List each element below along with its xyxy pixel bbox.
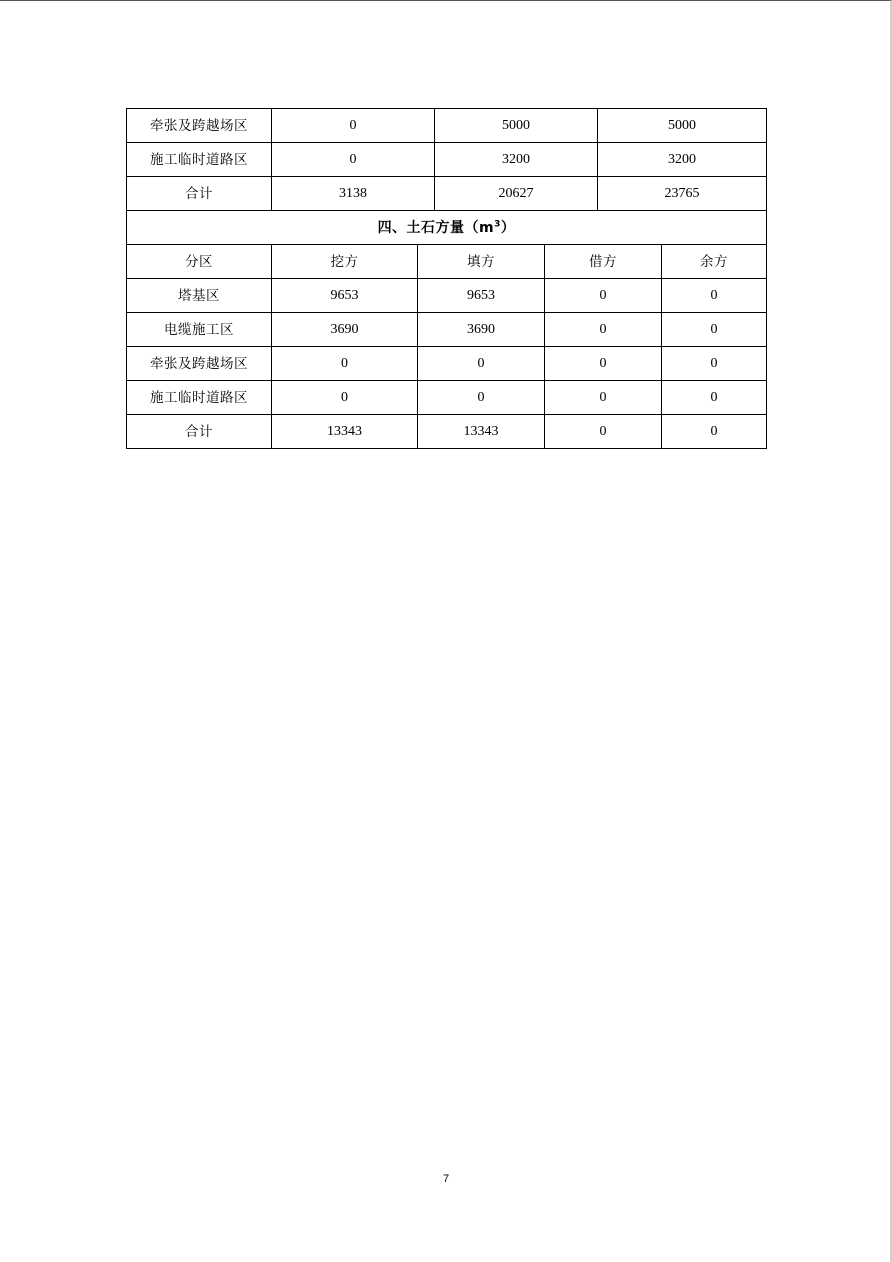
value-cell: 0: [662, 381, 767, 415]
value-cell: 3200: [435, 143, 598, 177]
value-cell: 13343: [272, 415, 418, 449]
column-header-fill: 填方: [418, 245, 545, 279]
value-cell: 23765: [598, 177, 767, 211]
value-cell: 0: [662, 279, 767, 313]
table-row: [127, 415, 767, 449]
zone-name-cell: 塔基区: [127, 279, 272, 313]
value-cell: 0: [272, 109, 435, 143]
heading-text: 四、土石方量（m: [377, 219, 495, 236]
column-header-row: [127, 245, 767, 279]
zone-name-cell: 施工临时道路区: [127, 381, 272, 415]
value-cell: 0: [418, 347, 545, 381]
value-cell: 0: [272, 347, 418, 381]
table-row: [127, 313, 767, 347]
value-cell: 9653: [272, 279, 418, 313]
table-row: [127, 143, 767, 177]
zone-name-cell: 牵张及跨越场区: [127, 347, 272, 381]
zone-name-cell: 施工临时道路区: [127, 143, 272, 177]
zone-name-cell: 牵张及跨越场区: [127, 109, 272, 143]
table-row: [127, 347, 767, 381]
column-header-surplus: 余方: [662, 245, 767, 279]
value-cell: 0: [418, 381, 545, 415]
value-cell: 3690: [418, 313, 545, 347]
table-row: [127, 177, 767, 211]
value-cell: 0: [545, 415, 662, 449]
value-cell: 20627: [435, 177, 598, 211]
value-cell: 0: [662, 313, 767, 347]
value-cell: 0: [545, 313, 662, 347]
table-row: [127, 279, 767, 313]
section-heading-row: [127, 211, 767, 245]
column-header-excavation: 挖方: [272, 245, 418, 279]
zone-name-cell: 电缆施工区: [127, 313, 272, 347]
value-cell: 0: [272, 381, 418, 415]
value-cell: 3690: [272, 313, 418, 347]
value-cell: 0: [662, 347, 767, 381]
total-label-cell: 合计: [127, 415, 272, 449]
column-header-borrow: 借方: [545, 245, 662, 279]
value-cell: 0: [272, 143, 435, 177]
section-heading: [127, 211, 767, 245]
value-cell: 0: [545, 347, 662, 381]
value-cell: 5000: [598, 109, 767, 143]
value-cell: 0: [545, 279, 662, 313]
total-label-cell: 合计: [127, 177, 272, 211]
value-cell: 0: [662, 415, 767, 449]
page-number: 7: [442, 1173, 450, 1185]
value-cell: 9653: [418, 279, 545, 313]
table-row: [127, 109, 767, 143]
value-cell: 3138: [272, 177, 435, 211]
value-cell: 13343: [418, 415, 545, 449]
heading-superscript: 3: [494, 218, 501, 229]
value-cell: 5000: [435, 109, 598, 143]
table-row: [127, 381, 767, 415]
value-cell: 0: [545, 381, 662, 415]
value-cell: 3200: [598, 143, 767, 177]
data-table: [126, 108, 767, 449]
heading-close: ）: [500, 219, 516, 236]
column-header-zone: 分区: [127, 245, 272, 279]
